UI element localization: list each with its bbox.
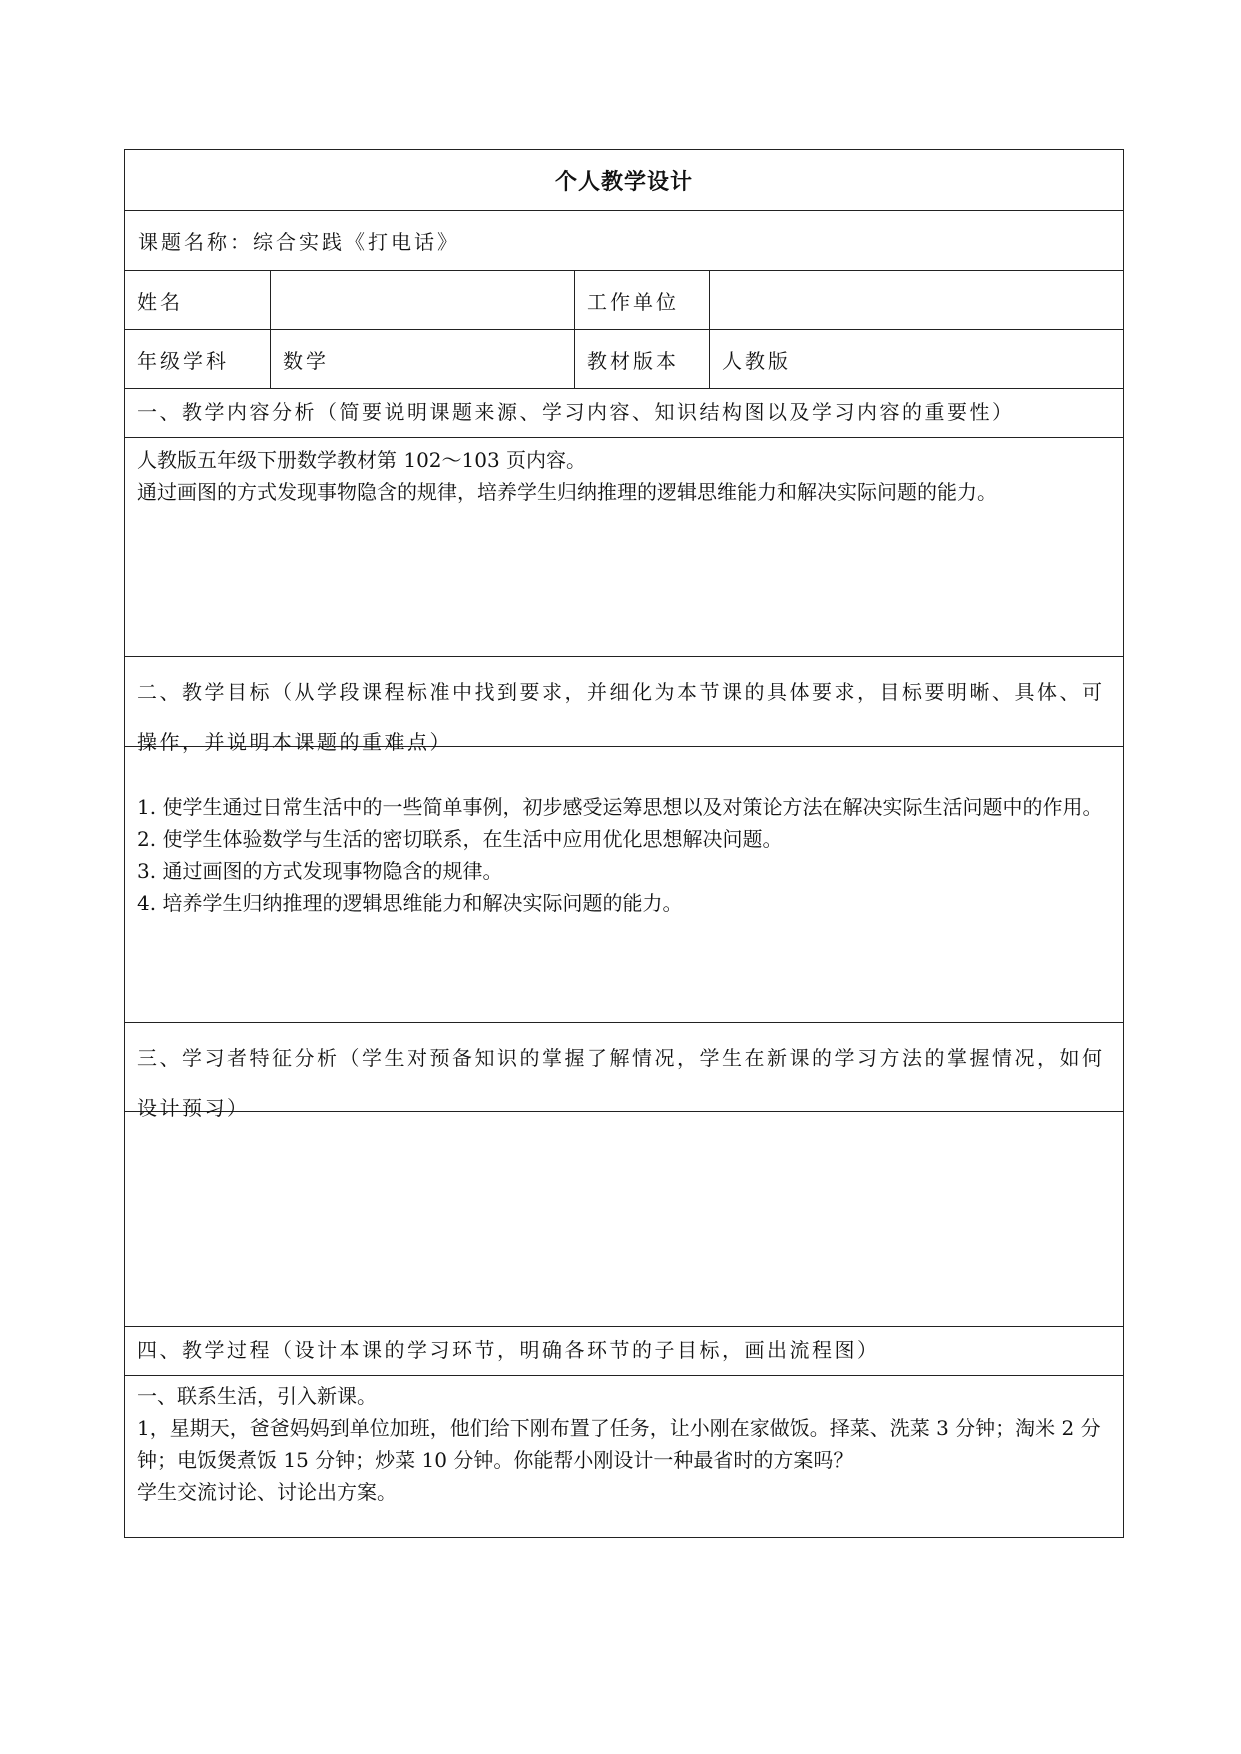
section-4-line-2: 1，星期天，爸爸妈妈到单位加班，他们给下刚布置了任务，让小刚在家做饭。择菜、洗菜 3 分钟；淘米 2 分钟；电饭煲煮饭 15 分钟；炒菜 10 分钟。你能帮小刚设计一种最省时的方案吗？ bbox=[137, 1416, 1101, 1472]
lesson-plan-table bbox=[124, 149, 1124, 1538]
edition-label: 教材版本 bbox=[575, 330, 710, 388]
document-title: 个人教学设计 bbox=[125, 150, 1123, 211]
section-1-body bbox=[125, 438, 1123, 657]
section-2-line-4: 4. 培养学生归纳推理的逻辑思维能力和解决实际问题的能力。 bbox=[137, 891, 683, 915]
section-1-heading: 一、教学内容分析（简要说明课题来源、学习内容、知识结构图以及学习内容的重要性） bbox=[125, 389, 1123, 438]
section-1-line-1: 人教版五年级下册数学教材第 102～103 页内容。 bbox=[137, 448, 587, 472]
unit-label: 工作单位 bbox=[575, 271, 710, 329]
grade-label: 年级学科 bbox=[125, 330, 271, 388]
section-2-line-2: 2. 使学生体验数学与生活的密切联系，在生活中应用优化思想解决问题。 bbox=[137, 827, 783, 851]
section-4-heading: 四、教学过程（设计本课的学习环节，明确各环节的子目标，画出流程图） bbox=[125, 1327, 1123, 1376]
info-row-grade bbox=[125, 330, 1123, 389]
grade-value: 数学 bbox=[271, 330, 575, 388]
info-row-name bbox=[125, 271, 1123, 330]
subject-line: 课题名称：综合实践《打电话》 bbox=[125, 211, 1123, 271]
section-2-line-3: 3. 通过画图的方式发现事物隐含的规律。 bbox=[137, 859, 503, 883]
name-label: 姓名 bbox=[125, 271, 271, 329]
section-3-heading: 三、学习者特征分析（学生对预备知识的掌握了解情况，学生在新课的学习方法的掌握情况，如何设计预习） bbox=[125, 1023, 1123, 1112]
edition-value: 人教版 bbox=[722, 348, 791, 373]
section-4-body bbox=[125, 1376, 1123, 1537]
section-1-line-2: 通过画图的方式发现事物隐含的规律，培养学生归纳推理的逻辑思维能力和解决实际问题的能力。 bbox=[137, 480, 997, 504]
unit-value bbox=[710, 271, 1123, 329]
section-2-line-1: 1. 使学生通过日常生活中的一些简单事例，初步感受运筹思想以及对策论方法在解决实际生活问题中的作用。 bbox=[137, 795, 1103, 819]
section-4-line-1: 一、联系生活，引入新课。 bbox=[137, 1384, 377, 1408]
section-2-body bbox=[125, 747, 1123, 1023]
section-4-line-3: 学生交流讨论、讨论出方案。 bbox=[137, 1480, 397, 1504]
section-2-heading: 二、教学目标（从学段课程标准中找到要求，并细化为本节课的具体要求，目标要明晰、具体、可操作，并说明本课题的重难点） bbox=[125, 657, 1123, 747]
name-value bbox=[271, 271, 575, 329]
section-3-body bbox=[125, 1112, 1123, 1327]
